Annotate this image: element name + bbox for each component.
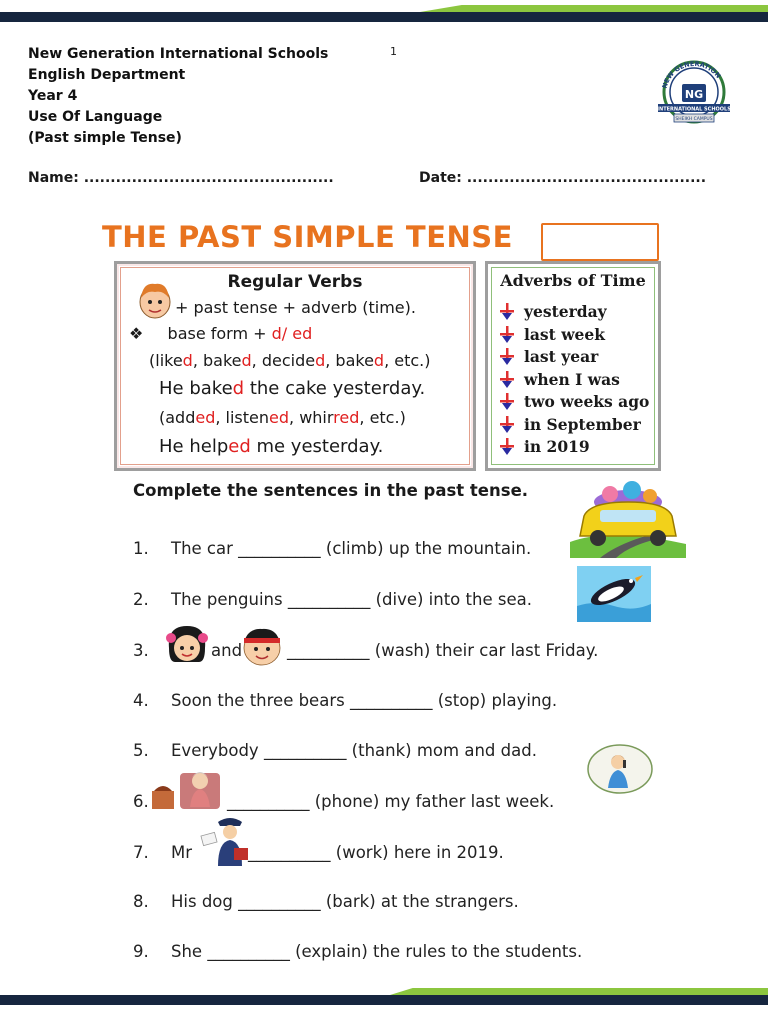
adverb-item: in September: [524, 414, 641, 434]
svg-text:SHEIKH CAMPUS: SHEIKH CAMPUS: [675, 117, 713, 122]
down-arrow-icon: [500, 326, 514, 344]
adverb-item: yesterday: [524, 302, 607, 321]
sentence-4: 4. Soon the three bears __________ (stop) playing.: [133, 691, 558, 710]
example-sentence-2: He helped me yesterday.: [159, 436, 384, 457]
school-name: New Generation International Schools: [28, 46, 329, 62]
regular-verbs-heading: Regular Verbs: [227, 272, 363, 292]
car-illustration: [570, 472, 686, 558]
page-title: THE PAST SIMPLE TENSE: [102, 220, 513, 254]
department: English Department: [28, 67, 186, 83]
adverb-item: last week: [524, 324, 606, 344]
topic: (Past simple Tense): [28, 130, 182, 146]
adverb-item: two weeks ago: [524, 392, 650, 411]
adverb-item: in 2019: [524, 437, 590, 456]
year: Year 4: [28, 88, 78, 104]
down-arrow-icon: [500, 348, 514, 366]
sentence-1: 1. The car __________ (climb) up the mountain.: [133, 539, 532, 558]
grandma-phone-illustration: [150, 765, 226, 811]
rule-line: + past tense + adverb (time).: [175, 298, 416, 317]
sentence-2: 2. The penguins __________ (dive) into the sea.: [133, 590, 532, 609]
svg-text:INTERNATIONAL SCHOOLS: INTERNATIONAL SCHOOLS: [657, 106, 731, 113]
adverbs-inner-border: [491, 267, 655, 465]
postman-illustration: [198, 812, 254, 868]
boy-face-icon: [137, 280, 173, 320]
adverbs-heading: Adverbs of Time: [500, 271, 646, 290]
sentence-3: 3. and __________ (wash) their car last Friday.: [133, 641, 599, 660]
header-band-accent: [420, 5, 768, 12]
school-logo: [654, 56, 734, 128]
svg-text:NG: NG: [684, 88, 704, 101]
sentence-6: 6. __________ (phone) my father last week.: [133, 792, 555, 811]
footer-band: [0, 995, 768, 1005]
boy-headband-face-icon: [240, 626, 284, 668]
footer-band-accent: [390, 988, 768, 995]
down-arrow-icon: [500, 416, 514, 434]
school-info: [28, 44, 328, 149]
exercise-instruction: Complete the sentences in the past tense.: [133, 481, 529, 500]
sentence-9: 9. She __________ (explain) the rules to the students.: [133, 942, 583, 961]
down-arrow-icon: [500, 371, 514, 389]
woman-phone-illustration: [580, 742, 654, 796]
example-sentence-1: He baked the cake yesterday.: [159, 378, 426, 399]
examples-line-1: (liked, baked, decided, baked, etc.): [149, 351, 431, 370]
sentence-5: 5. Everybody __________ (thank) mom and dad.: [133, 741, 537, 760]
girl-face-icon: [165, 622, 209, 668]
sentence-7: 7. Mr __________ (work) here in 2019.: [133, 843, 504, 862]
regular-verbs-box: [114, 261, 476, 471]
title-empty-box: [541, 223, 659, 261]
page-number: 1: [390, 45, 397, 58]
svg-text:NEW GENERATION: NEW GENERATION: [660, 59, 723, 90]
base-form-line: [129, 324, 312, 343]
penguin-illustration: [577, 566, 651, 622]
adverb-item: last year: [524, 347, 599, 366]
bullet-icon: ❖: [129, 324, 144, 343]
suffix-text: d/ ed: [271, 324, 313, 343]
down-arrow-icon: [500, 303, 514, 321]
adverbs-of-time-box: [485, 261, 661, 471]
subject: Use Of Language: [28, 109, 163, 125]
down-arrow-icon: [500, 393, 514, 411]
adverb-item: when I was: [524, 369, 620, 389]
sentence-8: 8. His dog __________ (bark) at the strangers.: [133, 892, 519, 911]
down-arrow-icon: [500, 438, 514, 456]
name-field[interactable]: Name: ...............................................: [28, 170, 334, 186]
examples-line-2: (added, listened, whirred, etc.): [159, 408, 406, 427]
date-field[interactable]: Date: .............................................: [419, 170, 707, 186]
header-band: [0, 12, 768, 22]
base-form-text: base form +: [167, 324, 272, 343]
